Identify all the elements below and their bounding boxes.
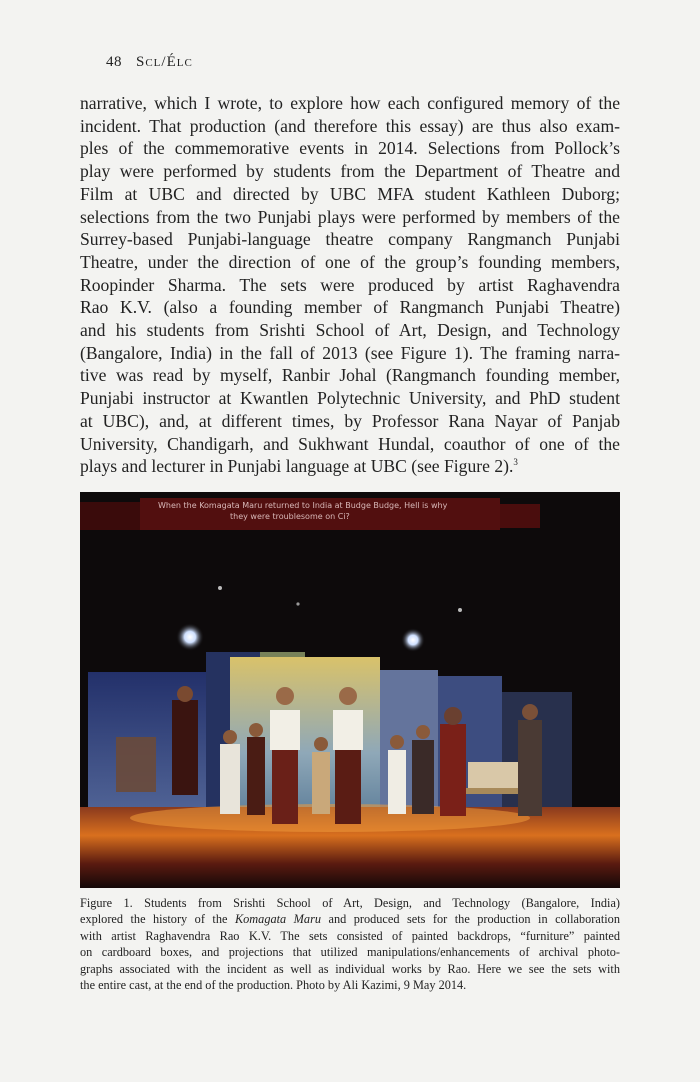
caption-line: graphs associated with the incident as well as individual works by Rao. Here we see the sets with <box>80 961 620 976</box>
text-line: Theatre, under the direction of one of the group’s founding members, <box>80 251 620 272</box>
text-line: narrative, which I wrote, to explore how each configured memory of the <box>80 93 620 113</box>
text-line: and his students from Srishti School of Art, Design, and Technology <box>80 320 620 341</box>
caption-line <box>80 911 620 927</box>
text-line: Punjabi instructor at Kwantlen Polytechnic University, and PhD student <box>80 388 620 409</box>
text-line: ples of the commemorative events in 2014. Selections from Pollock’s <box>80 138 620 159</box>
caption-line: the entire cast, at the end of the production. Photo by Ali Kazimi, 9 May 2014. <box>80 978 467 993</box>
text-line-last <box>80 455 620 478</box>
stage-photograph <box>80 492 620 888</box>
text-line: tive was read by myself, Ranbir Johal (Rangmanch founding member, <box>80 365 620 386</box>
text-line-content: plays and lecturer in Punjabi language at UBC (see Figure 2). <box>80 456 514 477</box>
page-number: 48 <box>106 54 122 70</box>
caption-line: on cardboard boxes, and projections that utilized manipulations/enhancements of archival photo- <box>80 945 620 960</box>
text-line: selections from the two Punjabi plays were performed by members of the <box>80 206 620 227</box>
journal-title: Scl/Élc <box>136 54 193 70</box>
ship-name: Komagata Maru <box>234 912 321 927</box>
figure-caption <box>80 895 620 993</box>
body-text <box>80 92 620 478</box>
caption-text: explored the history of the <box>80 912 235 927</box>
caption-text: and produced sets for the production in collaboration <box>321 912 620 927</box>
text-line: play were performed by students from the Department of Theatre and <box>80 161 620 182</box>
text-line: Film at UBC and directed by UBC MFA student Kathleen Duborg; <box>80 183 620 204</box>
text-line: University, Chandigarh, and Sukhwant Hundal, coauthor of one of the <box>80 433 620 454</box>
text-line: at UBC), and, at different times, by Professor Rana Nayar of Panjab <box>80 410 620 431</box>
footnote-marker: 3 <box>513 457 518 468</box>
text-line: Rao K.V. (also a founding member of Rangmanch Punjabi Theatre) <box>80 297 620 318</box>
caption-line: with artist Raghavendra Rao K.V. The sets consisted of painted backdrops, “furniture” painted <box>80 928 620 943</box>
projection-text: When the Komagata Maru returned to India at Budge Budge, Hell is why <box>158 501 448 510</box>
projection-text: they were troublesome on Ci? <box>230 512 350 521</box>
text-line: incident. That production (and therefore this essay) are thus also exam- <box>80 115 620 136</box>
caption-line: Figure 1. Students from Srishti School of Art, Design, and Technology (Bangalore, India) <box>80 896 620 910</box>
text-line: Surrey-based Punjabi-language theatre company Rangmanch Punjabi <box>80 229 620 250</box>
running-header <box>106 54 193 71</box>
text-line: Roopinder Sharma. The sets were produced by artist Raghavendra <box>80 274 620 295</box>
text-line: (Bangalore, India) in the fall of 2013 (see Figure 1). The framing narra- <box>80 342 620 363</box>
